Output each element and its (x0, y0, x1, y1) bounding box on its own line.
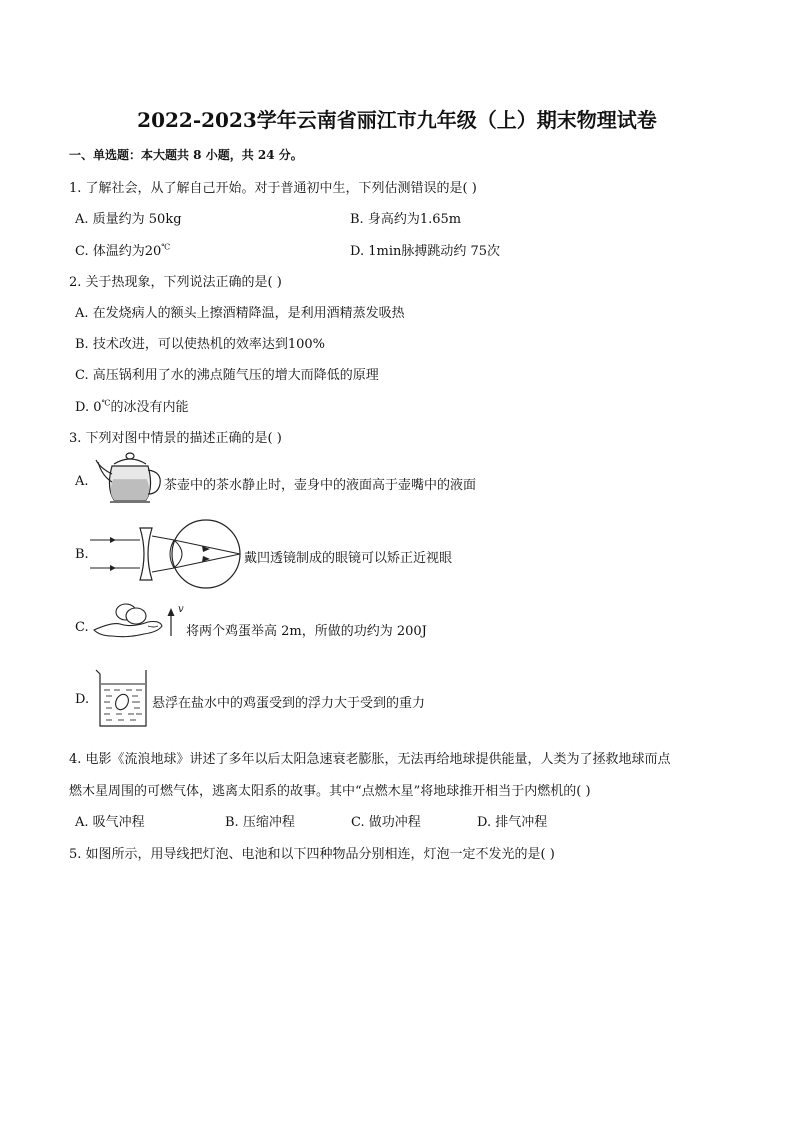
question-4-option-c: C. 做功冲程 (351, 815, 421, 830)
question-4-option-d: D. 排气冲程 (477, 815, 548, 830)
celsius-unit: ℃ (161, 242, 171, 252)
question-4-stem-line-1: 4. 电影《流浪地球》讲述了多年以后太阳急速衰老膨胀，无法再给地球提供能量，人类为了拯救地球而点 (69, 752, 671, 767)
question-1-stem: 1. 了解社会，从了解自己开始。对于普通初中生，下列估测错误的是( ) (69, 181, 477, 196)
question-1-option-c-text: C. 体温约为20 (75, 244, 162, 259)
question-4-option-a: A. 吸气冲程 (75, 815, 145, 830)
question-1-option-b: B. 身高约为1.65m (350, 212, 462, 227)
question-3-stem: 3. 下列对图中情景的描述正确的是( ) (69, 431, 282, 446)
arrow-up-icon (166, 608, 176, 638)
question-1-option-c (75, 240, 170, 259)
question-1-option-d: D. 1min脉搏跳动约 75次 (350, 244, 501, 259)
celsius-unit: ℃ (101, 398, 111, 408)
question-2-option-c: C. 高压锅利用了水的沸点随气压的增大而降低的原理 (75, 368, 379, 383)
question-3-option-a-label: A. (75, 474, 89, 489)
question-3-option-d-label: D. (75, 692, 90, 707)
question-3-option-b-label: B. (75, 547, 89, 562)
question-2-option-d-suffix: 的冰没有内能 (110, 400, 189, 415)
question-2-stem: 2. 关于热现象，下列说法正确的是( ) (69, 275, 282, 290)
question-3-option-d-text: 悬浮在盐水中的鸡蛋受到的浮力大于受到的重力 (152, 696, 426, 711)
page-title: 2022-2023学年云南省丽江市九年级（上）期末物理试卷 (137, 108, 657, 132)
teapot-figure (92, 450, 164, 510)
section-heading: 一、单选题：本大题共 8 小题，共 24 分。 (69, 148, 303, 162)
beaker-egg-figure (92, 668, 150, 730)
hand-with-eggs-figure (92, 600, 168, 642)
question-3-option-c-label: C. (75, 620, 89, 635)
velocity-symbol: v (178, 604, 184, 615)
question-1-option-a: A. 质量约为 50kg (75, 212, 182, 227)
question-4-option-b: B. 压缩冲程 (225, 815, 295, 830)
question-2-option-d (75, 396, 188, 415)
question-4-stem-line-2: 燃木星周围的可燃气体，逃离太阳系的故事。其中“点燃木星”将地球推开相当于内燃机的( ) (69, 784, 591, 799)
concave-lens-eye-figure (90, 518, 242, 590)
question-2-option-a: A. 在发烧病人的额头上擦酒精降温，是利用酒精蒸发吸热 (75, 306, 405, 321)
question-5-stem: 5. 如图所示，用导线把灯泡、电池和以下四种物品分别相连，灯泡一定不发光的是( ) (69, 847, 555, 862)
question-2-option-d-prefix: D. 0 (75, 400, 102, 415)
question-3-option-a-text: 茶壶中的茶水静止时，壶身中的液面高于壶嘴中的液面 (164, 478, 477, 493)
question-3-option-b-text: 戴凹透镜制成的眼镜可以矫正近视眼 (244, 551, 453, 566)
question-2-option-b: B. 技术改进，可以使热机的效率达到100% (75, 337, 325, 352)
question-3-option-c-text: 将两个鸡蛋举高 2m，所做的功约为 200J (186, 624, 427, 639)
